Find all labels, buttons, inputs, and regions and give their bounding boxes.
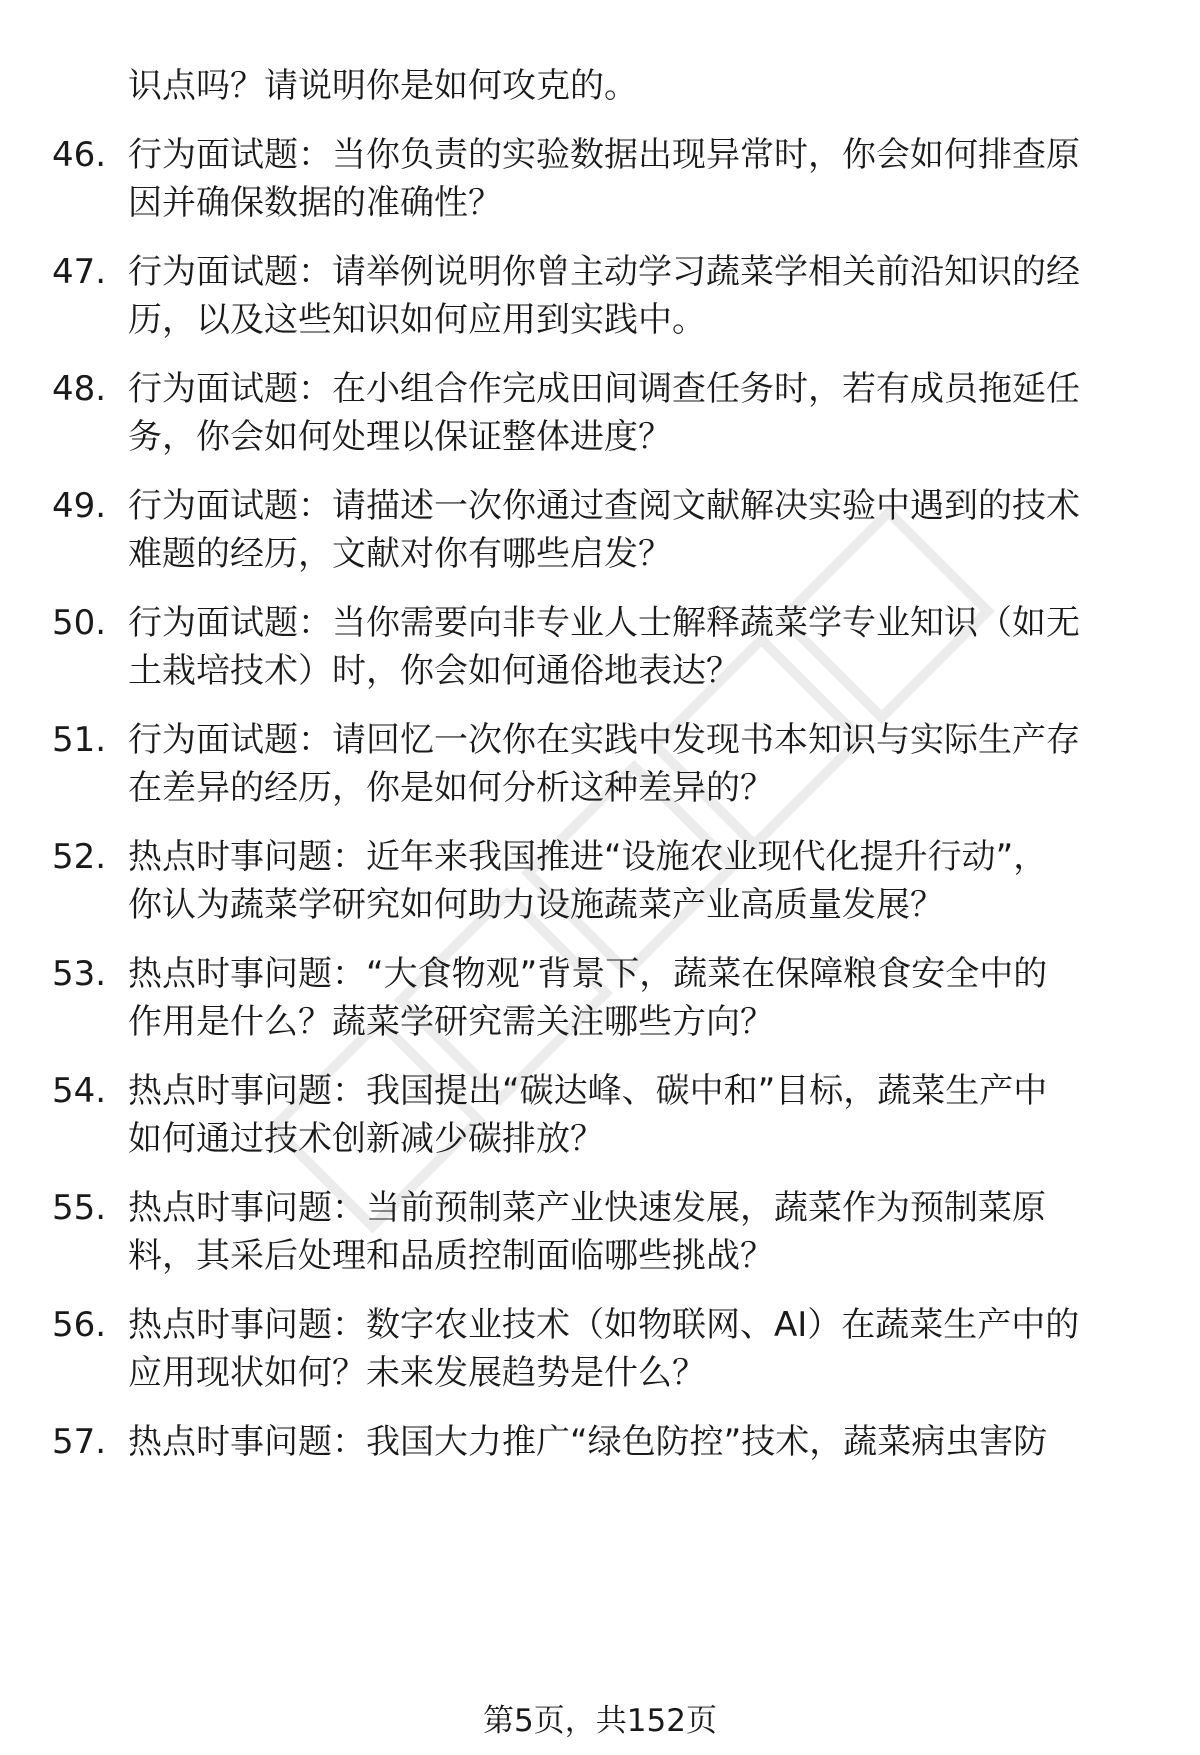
item-text [128,1301,1138,1397]
item-number: 46. [52,135,107,175]
item-line: 料，其采后处理和品质控制面临哪些挑战？ [128,1236,774,1276]
item-number: 47. [52,252,107,292]
item-line: 行为面试题：当你需要向非专业人士解释蔬菜学专业知识（如无 [128,603,1080,643]
item-number: 49. [52,486,107,526]
item-text [128,599,1138,695]
item-text [128,1184,1138,1280]
item-line: 你认为蔬菜学研究如何助力设施蔬菜产业高质量发展？ [128,885,944,925]
item-text [128,833,1138,929]
item-text [128,1067,1138,1163]
item-line: 热点时事问题：当前预制菜产业快速发展，蔬菜作为预制菜原 [128,1188,1046,1228]
item-line: 行为面试题：请描述一次你通过查阅文献解决实验中遇到的技术 [128,486,1080,526]
item-text [128,365,1138,461]
item-line: 因并确保数据的准确性？ [128,183,502,223]
item-line: 在差异的经历，你是如何分析这种差异的？ [128,768,774,808]
item-number: 52. [52,837,107,877]
item-number: 56. [52,1305,107,1345]
item-line: 行为面试题：请回忆一次你在实践中发现书本知识与实际生产存 [128,720,1080,760]
item-line: 行为面试题：当你负责的实验数据出现异常时，你会如何排查原 [128,135,1080,175]
item-text [128,1418,1138,1466]
item-text [128,716,1138,812]
page-number-footer: 第5页，共152页 [483,1703,717,1739]
item-text [128,482,1138,578]
item-line: 热点时事问题：我国提出“碳达峰、碳中和”目标，蔬菜生产中 [128,1071,1048,1111]
item-number: 51. [52,720,107,760]
item-line: 行为面试题：请举例说明你曾主动学习蔬菜学相关前沿知识的经 [128,252,1080,292]
item-line: 热点时事问题：近年来我国推进“设施农业现代化提升行动”， [128,837,1048,877]
item-number: 50. [52,603,107,643]
item-text [128,950,1138,1046]
item-line: 热点时事问题：我国大力推广“绿色防控”技术，蔬菜病虫害防 [128,1422,1048,1462]
item-number: 53. [52,954,107,994]
item-line: 务，你会如何处理以保证整体进度？ [128,417,672,457]
item-line: 如何通过技术创新减少碳排放？ [128,1119,604,1159]
item-number: 48. [52,369,107,409]
item-line: 热点时事问题：数字农业技术（如物联网、AI）在蔬菜生产中的 [128,1305,1080,1345]
item-number: 54. [52,1071,107,1111]
item-line: 应用现状如何？未来发展趋势是什么？ [128,1353,706,1393]
continuation-text: 识点吗？请说明你是如何攻克的。 [128,66,638,106]
item-line: 历，以及这些知识如何应用到实践中。 [128,300,706,340]
item-text [128,131,1138,227]
item-number: 55. [52,1188,107,1228]
item-line: 行为面试题：在小组合作完成田间调查任务时，若有成员拖延任 [128,369,1080,409]
item-number: 57. [52,1422,107,1462]
item-line: 热点时事问题：“大食物观”背景下，蔬菜在保障粮食安全中的 [128,954,1048,994]
item-line: 作用是什么？蔬菜学研究需关注哪些方向？ [128,1002,774,1042]
item-text [128,248,1138,344]
item-line: 难题的经历，文献对你有哪些启发？ [128,534,672,574]
item-line: 土栽培技术）时，你会如何通俗地表达？ [128,651,740,691]
